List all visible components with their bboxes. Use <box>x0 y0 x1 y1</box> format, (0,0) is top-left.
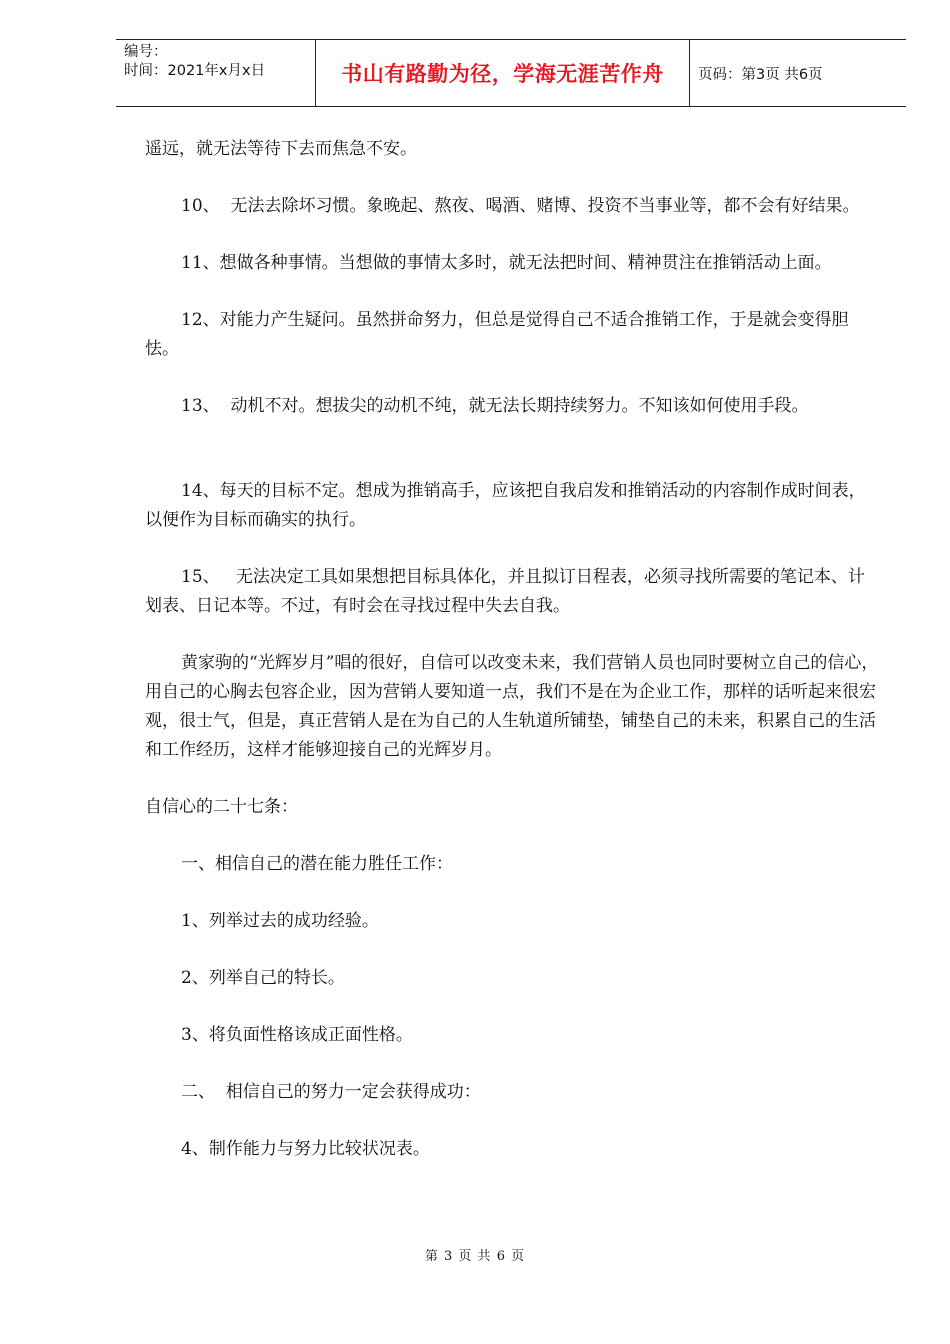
list-item: 2、列举自己的特长。 <box>181 968 345 988</box>
document-number: 编号： <box>124 44 168 60</box>
document-body <box>145 135 880 1164</box>
list-item: 1、列举过去的成功经验。 <box>181 911 379 931</box>
section-heading: 自信心的二十七条： <box>145 797 298 817</box>
header-meta <box>116 40 316 106</box>
subsection-heading: 二、 相信自己的努力一定会获得成功： <box>181 1082 481 1102</box>
paragraph: 12、对能力产生疑问。虽然拼命努力，但总是觉得自己不适合推销工作，于是就会变得胆怯。 <box>145 310 849 359</box>
document-time: 时间：2021年x月x日 <box>124 63 266 79</box>
subsection-heading: 一、相信自己的潜在能力胜任工作： <box>181 854 453 874</box>
paragraph: 遥远，就无法等待下去而焦急不安。 <box>145 139 417 159</box>
paragraph: 黄家驹的“光辉岁月”唱的很好，自信可以改变未来，我们营销人员也同时要树立自己的信心，用自己的心胸去包容企业，因为营销人要知道一点，我们不是在为企业工作，那样的话听起来很宏观，很士气，但是，真正营销人是在为自己的人生轨道所铺垫，铺垫自己的未来，积累自己的生活和工作经历，这样才能够迎接自己的光辉岁月。 <box>145 653 879 760</box>
page-header <box>116 39 906 107</box>
paragraph: 15、 无法决定工具如果想把目标具体化，并且拟订日程表，必须寻找所需要的笔记本、计划表、日记本等。不过，有时会在寻找过程中失去自我。 <box>145 567 865 616</box>
list-item: 4、制作能力与努力比较状况表。 <box>181 1139 430 1159</box>
list-item: 3、将负面性格该成正面性格。 <box>181 1025 413 1045</box>
page-footer: 第 3 页 共 6 页 <box>424 1249 526 1264</box>
header-motto: 书山有路勤为径，学海无涯苦作舟 <box>316 40 690 106</box>
header-page-number: 页码：第3页 共6页 <box>698 66 823 83</box>
paragraph: 10、 无法去除坏习惯。象晚起、熬夜、喝酒、赌博、投资不当事业等，都不会有好结果。 <box>181 196 860 216</box>
paragraph: 14、每天的目标不定。想成为推销高手，应该把自我启发和推销活动的内容制作成时间表，以便作为目标而确实的执行。 <box>145 481 866 530</box>
paragraph: 11、想做各种事情。当想做的事情太多时，就无法把时间、精神贯注在推销活动上面。 <box>181 253 832 273</box>
paragraph: 13、 动机不对。想拔尖的动机不纯，就无法长期持续努力。不知该如何使用手段。 <box>181 396 809 416</box>
